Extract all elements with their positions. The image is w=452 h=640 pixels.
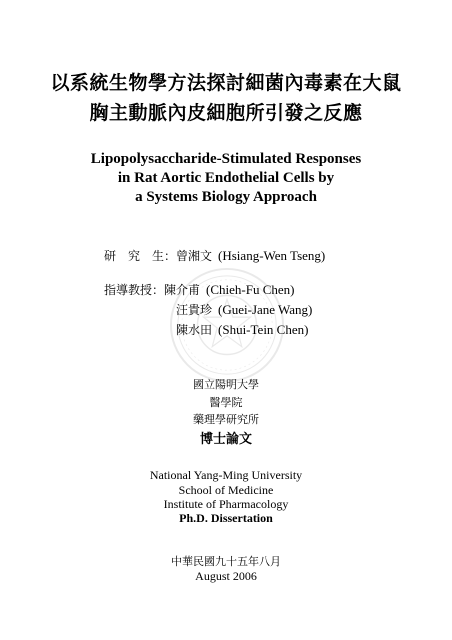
title-zh-line-2: 胸主動脈內皮細胞所引發之反應 — [89, 102, 363, 124]
advisor-name-en: (Chieh-Fu Chen) — [206, 282, 295, 297]
student-name-en: (Hsiang-Wen Tseng) — [218, 248, 326, 263]
degree-zh: 博士論文 — [199, 432, 252, 447]
title-en-line-1: Lipopolysaccharide-Stimulated Responses — [90, 151, 362, 167]
advisors-label: 指導教授： — [104, 283, 165, 297]
advisor-row-2 — [176, 301, 312, 318]
title-en-line-3: a Systems Biology Approach — [135, 189, 317, 205]
date-en: August 2006 — [195, 569, 257, 583]
student-name-zh: 曾湘文 — [176, 249, 213, 263]
student-row — [104, 247, 325, 264]
advisor-name-zh: 陳介甫 — [164, 283, 201, 297]
university-en: National Yang-Ming University — [149, 468, 303, 482]
date-zh: 中華民國九十五年八月 — [171, 555, 281, 568]
advisor-name-en: (Shui-Tein Chen) — [218, 322, 309, 337]
advisor-row-1 — [104, 281, 295, 298]
title-en-line-2: in Rat Aortic Endothelial Cells by — [117, 170, 335, 186]
advisor-name-zh: 汪貴珍 — [176, 303, 213, 317]
advisor-name-zh: 陳水田 — [176, 323, 213, 337]
university-zh: 國立陽明大學 — [193, 378, 259, 391]
title-zh-line-1: 以系統生物學方法探討細菌內毒素在大鼠 — [50, 72, 402, 94]
institute-zh: 藥理學研究所 — [193, 413, 259, 426]
degree-en: Ph.D. Dissertation — [179, 511, 273, 525]
advisor-row-3 — [176, 321, 308, 338]
school-en: School of Medicine — [178, 483, 274, 497]
school-zh: 醫學院 — [209, 396, 243, 409]
institute-en: Institute of Pharmacology — [163, 497, 289, 511]
advisor-name-en: (Guei-Jane Wang) — [218, 302, 313, 317]
student-label: 研 究 生： — [104, 249, 177, 263]
